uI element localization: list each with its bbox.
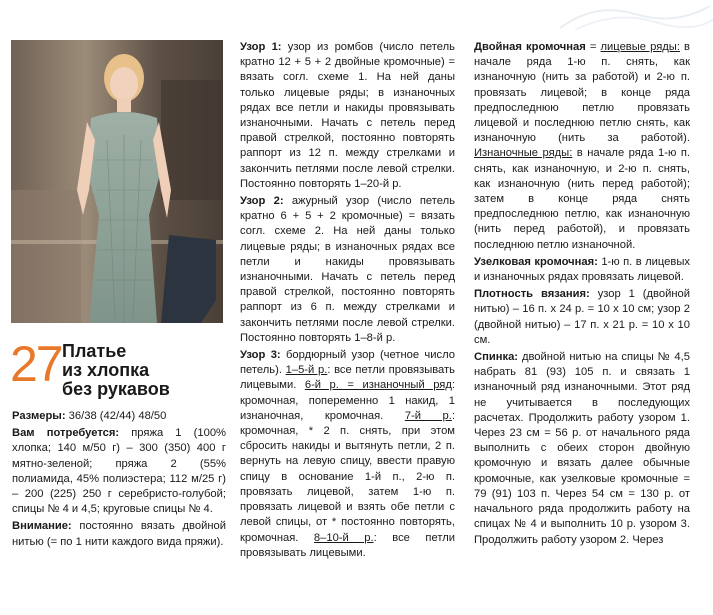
- back-paragraph: Спинка: двойной нитью на спицы № 4,5 набрать 81 (93) 105 п. и связать 1 изнаночный ряд изнаночными. Этот ряд не учитывается в последующих расчетах. Продолжить работу узором 1. Через 23 см = 56 р. от начального ряда выполнить с обеих сторон двойную кромочную и вязать далее обычные кромочные, как узелковые кромочные = 79 (91) 103 п. Через 54 см = 130 р. от начального ряда продолжить работу на спицах № 4 и выполнить 10 р. узором 3. Продолжить работу узором 2. Через: [474, 351, 690, 546]
- pattern2-paragraph: Узор 2: ажурный узор (число петель кратно 6 + 5 + 2 кромочные) = вязать согл. схеме 2. На ней даны только лицевые ряды; в изнаночных рядах все петли и накиды провязывать изнаночными. Начать с петель перед правой стрелкой, постоянно повторять раппорт из 6 п. между стрелками и закончить петлями после левой стрелки. Постоянно повторять 1–8-й р.: [240, 195, 455, 344]
- column-patterns: [240, 40, 455, 563]
- column-materials: [12, 409, 226, 552]
- knot-edge-paragraph: Узелковая кромочная: 1-ю п. в лицевых и изнаночных рядах провязать лицевой.: [474, 255, 690, 284]
- model-photo: [11, 40, 223, 323]
- double-edge-paragraph: Двойная кромочная = лицевые ряды: в начале ряда 1-ю п. снять, как изнаночную (нить за работой) и 2-ю п. провязать лицевой; в конце ряда предпоследнюю петлю провязать лицевой и последнюю петлю снять, как изнаночную (нить за работой). Изнаночные ряды: в начале ряда 1-ю п. снять, как изнаночную, и 2-ю п. снять, как изнаночную (нить перед работой); затем в конце ряда снять предпоследнюю петлю, как изнаночную (нить перед работой), и провязать последнюю петлю изнаночной.: [474, 41, 690, 251]
- column-instructions: [474, 40, 690, 550]
- decorative-swirl: [555, 0, 713, 30]
- pattern1-paragraph: Узор 1: узор из ромбов (число петель кратно 12 + 5 + 2 двойные кромочные) = вязать согл. схеме 1. На ней даны только лицевые ряды; в изнаночных рядах все петли и накиды провязывать изнаночными. Начать с петель перед правой стрелкой, постоянно повторять раппорт из 12 п. между стрелками и закончить петлями после левой стрелки. Постоянно повторять 1–20-й р.: [240, 41, 455, 190]
- gauge-paragraph: Плотность вязания: узор 1 (двойной нитью) – 16 п. х 24 р. = 10 х 10 см; узор 2 (двойной нитью) – 17 п. х 21 р. = 10 х 10 см.: [474, 288, 690, 346]
- pattern-number: 27: [10, 336, 62, 392]
- pattern3-paragraph: Узор 3: бордюрный узор (четное число петель). 1–5-й р.: все петли провязывать лицевыми. 6-й р. = изнаночный ряд: кромочная, попеременно 1 накид, 1 изнаночная, кромочная. 7-й р.: кромочная, * 2 п. снять, при этом сбросить накиды и вытянуть петли, 2 п. вернуть на левую спицу, ввести правую спицу в основание 1-й п., 2-ю п. провязать лицевой, затем 1-ю п. провязать лицевой и взять обе петли с левой спицы, от * постоянно повторять, кромочная. 8–10-й р.: все петли провязывать лицевыми.: [240, 349, 455, 559]
- materials-paragraph: Вам потребуется: пряжа 1 (100% хлопка; 140 м/50 г) – 300 (350) 400 г мятно-зеленой; пряжа 2 (55% полиамида, 45% полиэстера; 112 м/25 г) – 200 (225) 250 г серебристо-голубой; спицы № 4 и 4,5; круговые спицы № 4.: [12, 427, 226, 516]
- attention-paragraph: Внимание: постоянно вязать двойной нитью (= по 1 нити каждого вида пряжи).: [12, 520, 226, 548]
- pattern-title: Платье из хлопка без рукавов: [62, 341, 170, 399]
- sizes-paragraph: Размеры: 36/38 (42/44) 48/50: [12, 410, 167, 422]
